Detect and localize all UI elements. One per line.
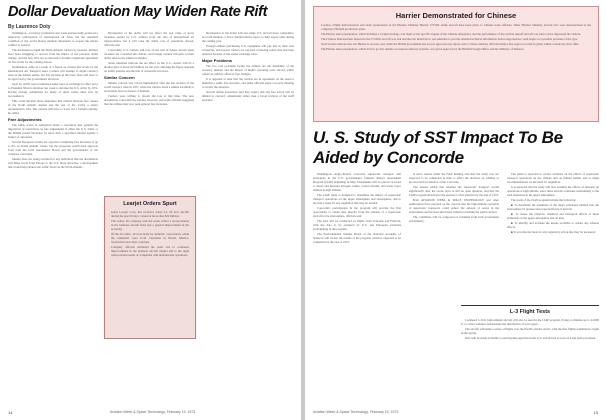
paragraph: ■ To provide the basis for any regulatory action that may be necessary.: [511, 230, 596, 234]
paragraph: It is expected that the study will also examine the effects of subsonic jet operations at high altitude, since these aircraft contribute substantially to the total emissions in the upper atmosphere.: [507, 185, 599, 197]
paragraph: Some estimates indicate the net effect on the U.S. carriers will be a modest gain of about $15 million for the year, although the figure depends on traffic patterns and the mix of currencies involved.: [104, 61, 194, 73]
paragraph: ■ To identify and evaluate the means available to reduce any adverse effects.: [507, 221, 599, 229]
paragraph: Several European carriers are reported considering fare increases of up to 6% on North Atlantic routes, but the proposals would need approval from both the Civil Aeronautics Board and the governments of the countries concerned.: [8, 140, 98, 156]
paragraph: It is apparent at least that the carriers are in agreement on the need to maintain a stable fare structure, and IATA officials expect an early meeting to review the situation.: [202, 77, 294, 89]
paragraph: Foreign airlines purchasing U.S. equipment will pay less in their own currencies, and several carriers are reported reviewing orders that had been deferred because of the earlier exchange rates.: [202, 44, 294, 56]
paragraph: Company officials attributed the order rate to continued improvements in the business aircraft market and to the rapid transportation needs of companies with international operations.: [111, 245, 189, 257]
paragraph: Lockheed L-1011 high-altitude aircraft will also be used in the CIAP program, flying at altitudes up to 42,000 ft. to collect samples and measure the distribution of trace gases.: [461, 318, 599, 326]
paragraph: The CIAP study is designed to determine the impact of supersonic transport operations on the upper atmosphere and stratosphere, and to provide a basis for any regulation that may be needed.: [313, 193, 401, 205]
paragraph: Conversely, U.S. carriers will lose on the sale of tickets abroad when revenues are converted into dollars, and foreign carriers will gain on their dollar sales in the American market.: [104, 48, 194, 60]
paragraph: Sources here indicate that one Harrier is on loan, and, while the British government has not yet approved any export sale to China, industry officials believe that approval could be given within a relatively short time.: [321, 42, 580, 46]
right-page: [305, 0, 606, 420]
paragraph: The goals of the CIAP program include the following:: [511, 198, 577, 202]
paragraph: Devaluation of the dollar will not affect the real value of gross revenues earned by U.S. airlines from the sale of international air transportation, but it will raise the dollar cost of operations abroad, officials said.: [104, 31, 194, 47]
paragraph: This could threaten those disparities that existed between fare classes in the North Atlantic market and the rest of the world, a senior representative said. The carriers will have to work out a formula quickly, he added.: [8, 99, 98, 115]
subhead: Similar Concern: [104, 75, 135, 80]
sidebar-title: L-3 Flight Tests: [509, 309, 551, 315]
paragraph: The two real problems facing the airlines are the instability of the currency markets and the impact of higher operating costs abroad, which cannot be quickly offset by fare changes.: [202, 64, 294, 76]
paragraph: Gates Learjet Corp. has received orders for 29 new aircraft during the past 60 days, valued at more than $32 million.: [111, 210, 189, 218]
paragraph: ■ To assess the physical, chemical and biological effects of these pollutants on the upper atmosphere and on man.: [507, 212, 599, 220]
paragraph: Such air tariffs were formulated under rates of exchange in effect prior to President Nixon's decision last week to devalue the U.S. dollar by 10%. Pricing already established for many of these routes must now be reconsidered.: [8, 82, 98, 98]
paragraph: The IATA action is authorized under a resolution that permits the imposition of restrictions on fare adjustments if either the U.S. dollar or the British pound fluctuates by more than a specified amount against a basket of currencies.: [8, 123, 98, 139]
paragraph: Washington—Currency revaluation last week unexpectedly produced a temporary rediscussion of international air fares, but the unsettled condition of the world money markets threatened to reopen the airfare conflict at Geneva.: [8, 31, 98, 47]
sidebar-body: [461, 318, 599, 340]
sst-headline: U. S. Study of SST Impact To Be Aided by Concorde: [313, 128, 563, 167]
paragraph: Both AVIATION WEEK & SPACE TECHNOLOGY and other publications have reported on the concern that the high-altitude operation of supersonic transports could reduce the amount of ozone in the stratosphere and increase ultraviolet radiation reaching the earth's surface.: [409, 198, 499, 214]
paragraph: The aircraft will make a series of flights over the Pacific and the Arctic, with the first flights scheduled to begin in the spring.: [461, 327, 599, 335]
paragraph: Stabilization came as a result of a freeze on current fare levels by the International Air Transport Assn. Carriers will attempt to adjust currency rates as the market settles, but any increase in the basic fares will have to be approved by the governments involved.: [8, 65, 98, 81]
subhead: Major Problems: [202, 58, 233, 63]
paragraph: Several airline executives said they expect that any fare action will be limited to currency adjustments rather than a broad revision of the tariff structure.: [202, 90, 294, 102]
harrier-box-body: [314, 23, 598, 51]
page-number-right: 15: [593, 410, 598, 415]
paragraph: ■ To determine the quantities of the major pollutants emitted into the stratosphere by present and projected fleets of aircraft.: [507, 203, 599, 211]
article-column-1: [8, 31, 98, 409]
paragraph: Similar concern was voiced immediately after the last revision of the world currency rates in 1971, when the carriers faced a similar scramble to recalculate fares in dozens of markets.: [104, 81, 194, 93]
sst-column-2: [409, 172, 499, 302]
paragraph: The committee will be composed of scientists from both government and industry.: [409, 215, 499, 223]
paragraph: Market fares are being watched for any indication that the devaluation will make travel from Europe to the U.S. more attractive, a development that would help balance the traffic flows on the North Atlantic.: [8, 157, 98, 169]
paragraph: The Environmental Studies Board of the National Academy of Sciences will review the results of the program, which is expected to be completed by the end of 1974.: [313, 232, 401, 244]
paragraph: Data will be made available to participating agencies in the U.S. and abroad as soon as it has been processed.: [465, 336, 596, 340]
paragraph: A news release under the NAS heading said that the study was not expected to be completed in time to affect the decision on whether to proceed with production of the Concorde.: [409, 172, 499, 184]
left-page: [0, 0, 301, 420]
paragraph: The release added that whether the supersonic transport would significantly alter the ozone layer is still an open question, and that the CIAP program should provide answers to this question by the end of 1974.: [409, 185, 499, 197]
subhead: Fare Adjustments: [8, 117, 42, 122]
sst-column-1: [313, 172, 401, 408]
harrier-box-title: Harrier Demonstrated for Chinese: [395, 11, 517, 20]
page-number-left: 14: [8, 410, 13, 415]
article-column-3: [202, 31, 294, 409]
learjet-sidebar-title: Learjet Orders Spurt: [123, 201, 177, 207]
sst-column-3: [507, 172, 599, 302]
paragraph: The orders, the company said last week, reflect a strong market in the business aircraft field and a general improvement in the economy.: [111, 219, 189, 231]
page-footer-right: Aviation Week & Space Technology, February 19, 1973: [313, 410, 399, 414]
page-footer-left: Aviation Week & Space Technology, February 19, 1973: [110, 410, 196, 414]
paragraph: Devaluation of the dollar will also make U.S. aircraft more competitive in world markets, a factor manufacturers expect to help export sales during the coming year.: [202, 31, 294, 43]
paragraph: The Harrier sales presentation, which included a cockpit mockup, was made at the specific request of the Chinese delegation, and the performance of the vertical takeoff aircraft was said to have impressed the visitors.: [321, 32, 581, 36]
article-headline: Dollar Devaluation May Widen Rate Rift: [8, 4, 268, 20]
paragraph: London—Flight demonstration and static presentation of the Hawker Siddeley Harrier V/STOL strike aircraft have been given to Chinese trade officials. Other Hawker Siddeley aircraft also were demonstrated at the company's Hatfield production plant.: [321, 23, 591, 31]
paragraph: Carriers were willing to absorb the loss at that time. The new devaluation could shift the burden, however, and some officials suggested that the airlines may now seek general fare increases.: [104, 94, 194, 106]
learjet-sidebar-body: [105, 210, 195, 257]
paragraph: The Chinese indicated that interest in the V/STOL aircraft was real and that the initial show was intended to provide detailed technical information before negotiations could begin on a possible purchase of the type.: [321, 37, 578, 41]
article-column-2: [104, 31, 194, 193]
article-byline: By Laurence Doty: [8, 24, 51, 30]
paragraph: Of the 29 orders, 19 were made by domestic corporations, while the remainder were from customers in Brazil, Mexico, Switzerland and other countries.: [111, 232, 189, 244]
paragraph: The tests will be conducted on flights from Toulouse and Fairford, with the data to be analyzed by U.S. and European scientists participating in the program.: [313, 219, 401, 231]
paragraph: The panel is expected to review evidence on the effects of supersonic transport operations on the climate and on human health, and to make recommendations on the need for regulation.: [507, 172, 599, 184]
paragraph: Concorde's participation in the program will provide the first opportunity to obtain data directly from the exhaust of a supersonic aircraft in the stratosphere, officials said.: [313, 206, 401, 218]
harrier-news-box: [313, 6, 599, 122]
learjet-sidebar-box: [104, 196, 196, 339]
l3-flight-tests-sidebar: [461, 305, 599, 405]
paragraph: The Harrier sales presentation, which did not go into details on weapons delivery systems, was given approval by the British Foreign Office and the Ministry of Defence.: [321, 47, 525, 51]
paragraph: The devaluation caught the North Atlantic carriers by surprise. Airlines have been struggling to recover from the impact of the previous dollar change, and the new 10% cut is expected to further complicate agreement on fare levels for the coming season.: [8, 48, 98, 64]
paragraph: Washington—Anglo-French Concorde supersonic transport will participate in the U.S. government's Climatic Impact Assessment Program (CIAP) beginning in May. Instruments will be placed on board to detect and measure nitrogen oxides, carbon dioxide, and water vapor emitted at high altitude.: [313, 172, 401, 192]
